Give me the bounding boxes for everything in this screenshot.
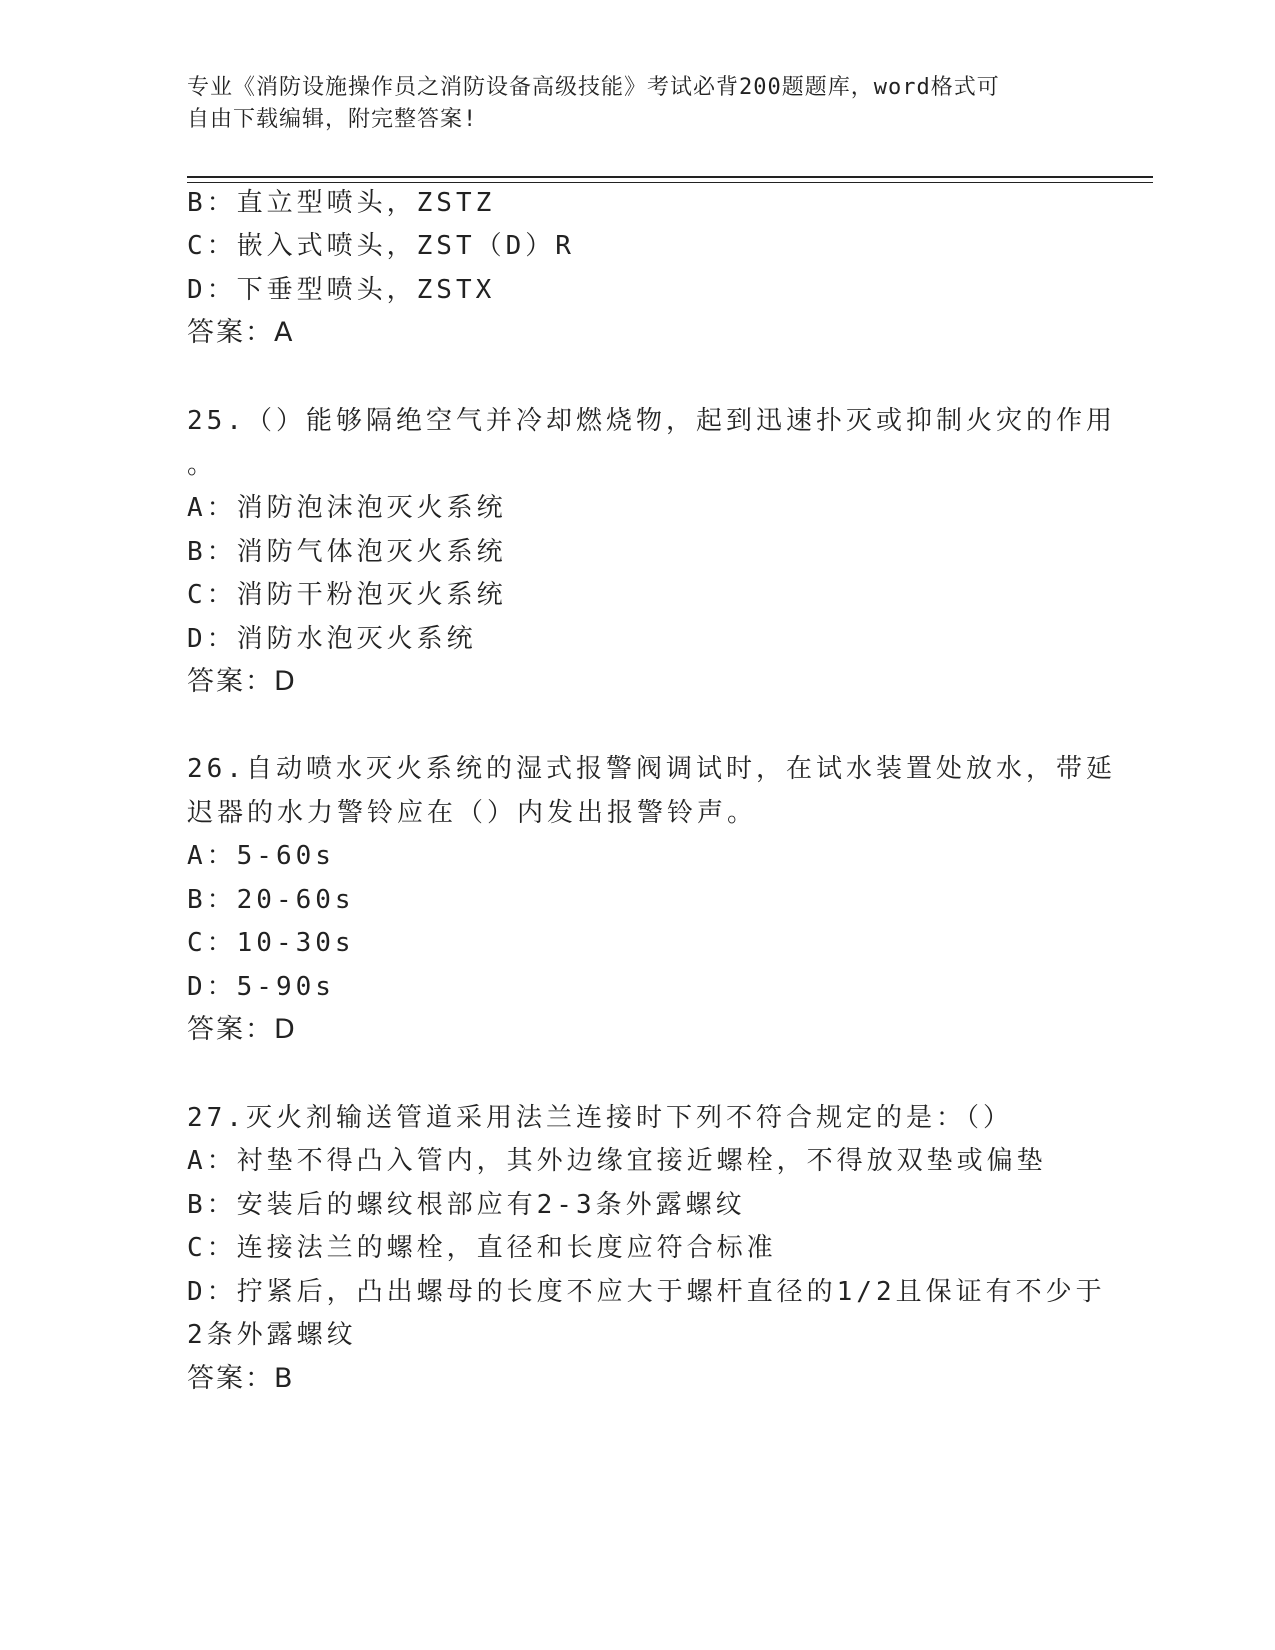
q25-option-c: C：消防干粉泡灭火系统 [187,580,507,610]
q27-option-d-line-2: 2条外露螺纹 [187,1320,357,1350]
document-header [187,72,1067,136]
q26-stem-line-1: 26.自动喷水灭火系统的湿式报警阀调试时，在试水装置处放水，带延 [187,754,1116,784]
q25-stem-line-2: 。 [187,450,218,480]
q26-option-d: D：5-90s [187,972,335,1002]
q26-option-b: B：20-60s [187,885,355,915]
q27-option-d-line-1: D：拧紧后，凸出螺母的长度不应大于螺杆直径的1/2且保证有不少于 [187,1277,1106,1307]
header-line-2: 自由下载编辑，附完整答案! [187,107,478,132]
q26-answer: 答案：D [187,1014,297,1045]
q26-option-a: A：5-60s [187,841,335,871]
q27-stem: 27.灭火剂输送管道采用法兰连接时下列不符合规定的是：（） [187,1103,1013,1133]
q27-answer: 答案：B [187,1363,295,1394]
q26-stem-line-2: 迟器的水力警铃应在（）内发出报警铃声。 [187,798,758,828]
q25-stem-line-1: 25.（）能够隔绝空气并冷却燃烧物，起到迅速扑灭或抑制火灾的作用 [187,406,1116,436]
q24-option-c: C：嵌入式喷头，ZST（D）R [187,231,575,261]
q25-option-b: B：消防气体泡灭火系统 [187,537,507,567]
header-line-1: 专业《消防设施操作员之消防设备高级技能》考试必背200题题库，word格式可 [187,75,1000,100]
q24-option-b: B：直立型喷头，ZSTZ [187,188,496,218]
q27-option-b: B：安装后的螺纹根部应有2-3条外露螺纹 [187,1190,746,1220]
q27-option-a: A：衬垫不得凸入管内，其外边缘宜接近螺栓，不得放双垫或偏垫 [187,1146,1047,1176]
q25-answer: 答案：D [187,666,297,697]
q24-option-d: D：下垂型喷头，ZSTX [187,275,496,305]
q27-option-c: C：连接法兰的螺栓，直径和长度应符合标准 [187,1233,777,1263]
q25-option-d: D：消防水泡灭火系统 [187,624,477,654]
q25-option-a: A：消防泡沫泡灭火系统 [187,493,507,523]
q26-option-c: C：10-30s [187,928,355,958]
header-divider-thick [187,176,1153,178]
header-divider-thin [187,182,1153,183]
q24-answer: 答案：A [187,317,295,348]
